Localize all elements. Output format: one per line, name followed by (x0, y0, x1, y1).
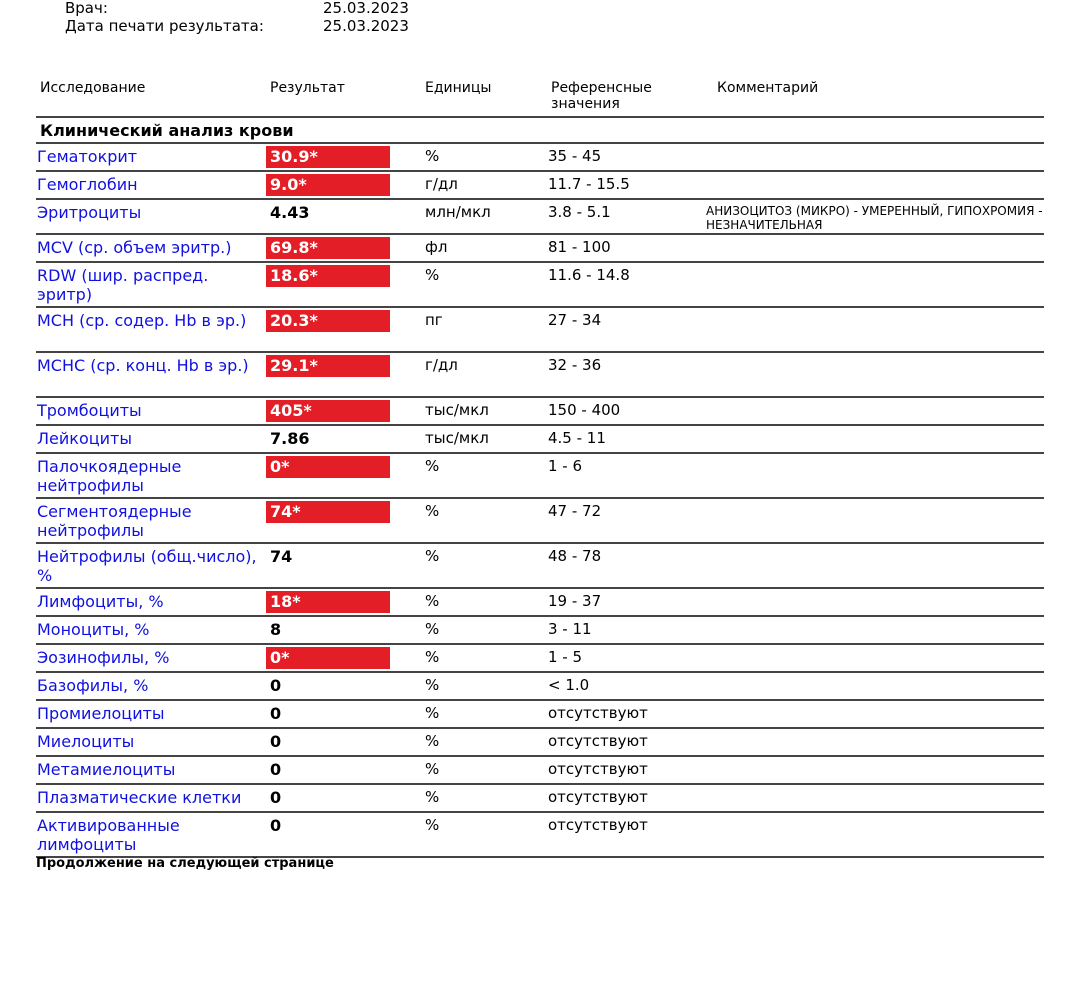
units-cell: % (425, 728, 548, 756)
test-name-link[interactable]: MCV (ср. объем эритр.) (36, 234, 266, 262)
result-cell (266, 171, 425, 199)
test-name-link[interactable]: Гематокрит (36, 143, 266, 171)
comment-cell (706, 812, 1044, 857)
reference-cell: 19 - 37 (548, 588, 706, 616)
test-name-link[interactable]: Лимфоциты, % (36, 588, 266, 616)
comment-cell (706, 672, 1044, 700)
test-name-link[interactable]: Миелоциты (36, 728, 266, 756)
comment-cell (706, 644, 1044, 672)
reference-cell: 48 - 78 (548, 543, 706, 588)
units-cell: % (425, 543, 548, 588)
reference-cell: 1 - 6 (548, 453, 706, 498)
doctor-line (65, 0, 409, 17)
header-comment: Комментарий (717, 80, 819, 96)
result-value: 0 (270, 788, 282, 807)
comment-cell (706, 171, 1044, 199)
units-cell: % (425, 262, 548, 307)
comment-cell (706, 784, 1044, 812)
units-cell: % (425, 498, 548, 543)
units-cell: фл (425, 234, 548, 262)
comment-cell (706, 498, 1044, 543)
reference-cell: 4.5 - 11 (548, 425, 706, 453)
units-cell: % (425, 616, 548, 644)
reference-cell: 27 - 34 (548, 307, 706, 352)
test-name-link[interactable]: Эритроциты (36, 199, 266, 234)
test-name-link[interactable]: Нейтрофилы (общ.число), % (36, 543, 266, 588)
header-ref-line1: Референсные (551, 80, 652, 96)
result-value: 8 (270, 620, 282, 639)
result-value: 0* (266, 647, 390, 669)
result-value: 18* (266, 591, 390, 613)
doctor-value: 25.03.2023 (323, 0, 409, 17)
units-cell: % (425, 812, 548, 857)
result-cell (266, 498, 425, 543)
test-name-link[interactable]: MCH (ср. содер. Hb в эр.) (36, 307, 266, 352)
doctor-label: Врач: (65, 0, 108, 17)
result-cell (266, 352, 425, 397)
result-cell (266, 234, 425, 262)
print-date-line (65, 17, 409, 35)
table-row (36, 397, 1044, 425)
reference-cell: 11.6 - 14.8 (548, 262, 706, 307)
reference-cell: 3.8 - 5.1 (548, 199, 706, 234)
result-value: 7.86 (270, 429, 310, 448)
result-cell (266, 588, 425, 616)
test-name-link[interactable]: Гемоглобин (36, 171, 266, 199)
test-name-link[interactable]: Сегментоядерные нейтрофилы (36, 498, 266, 543)
test-name-link[interactable]: Палочкоядерные нейтрофилы (36, 453, 266, 498)
table-row (36, 199, 1044, 234)
result-value: 0 (270, 676, 282, 695)
comment-cell: АНИЗОЦИТОЗ (МИКРО) - УМЕРЕННЫЙ, ГИПОХРОМИЯ - НЕЗНАЧИТЕЛЬНАЯ (706, 199, 1044, 234)
section-title: Клинический анализ крови (36, 117, 1044, 143)
comment-cell (706, 234, 1044, 262)
units-cell: % (425, 453, 548, 498)
table-row (36, 700, 1044, 728)
test-name-link[interactable]: Тромбоциты (36, 397, 266, 425)
header-test: Исследование (40, 80, 146, 96)
result-cell (266, 543, 425, 588)
units-cell: млн/мкл (425, 199, 548, 234)
reference-cell: отсутствуют (548, 784, 706, 812)
result-cell (266, 397, 425, 425)
result-value: 74 (270, 547, 293, 566)
table-row (36, 171, 1044, 199)
table-row (36, 453, 1044, 498)
table-row (36, 728, 1044, 756)
comment-cell (706, 616, 1044, 644)
header-ref-line2: значения (551, 96, 620, 112)
result-value: 0 (270, 760, 282, 779)
reference-cell: 3 - 11 (548, 616, 706, 644)
results-table (36, 116, 1044, 858)
comment-cell (706, 352, 1044, 397)
section-row (36, 117, 1044, 143)
result-value: 20.3* (266, 310, 390, 332)
test-name-link[interactable]: Промиелоциты (36, 700, 266, 728)
continued-note: Продолжение на следующей странице (36, 856, 334, 871)
table-row (36, 307, 1044, 352)
table-row (36, 616, 1044, 644)
test-name-link[interactable]: Базофилы, % (36, 672, 266, 700)
result-value: 0 (270, 732, 282, 751)
result-value: 74* (266, 501, 390, 523)
comment-cell (706, 425, 1044, 453)
table-row (36, 498, 1044, 543)
reference-cell: отсутствуют (548, 812, 706, 857)
header-ref (551, 80, 652, 112)
table-row (36, 234, 1044, 262)
table-row (36, 262, 1044, 307)
result-value: 0* (266, 456, 390, 478)
table-row (36, 812, 1044, 857)
units-cell: г/дл (425, 171, 548, 199)
result-cell (266, 616, 425, 644)
result-value: 405* (266, 400, 390, 422)
table-row (36, 784, 1044, 812)
test-name-link[interactable]: Активированные лимфоциты (36, 812, 266, 857)
result-cell (266, 307, 425, 352)
result-cell (266, 672, 425, 700)
result-value: 30.9* (266, 146, 390, 168)
units-cell: % (425, 784, 548, 812)
result-cell (266, 728, 425, 756)
units-cell: % (425, 756, 548, 784)
result-cell (266, 453, 425, 498)
result-value: 29.1* (266, 355, 390, 377)
comment-cell (706, 728, 1044, 756)
comment-cell (706, 143, 1044, 171)
test-name-link[interactable]: Эозинофилы, % (36, 644, 266, 672)
header-units: Единицы (425, 80, 492, 96)
result-cell (266, 784, 425, 812)
test-name-link[interactable]: Плазматические клетки (36, 784, 266, 812)
comment-cell (706, 700, 1044, 728)
print-date-value: 25.03.2023 (323, 17, 409, 35)
test-name-link[interactable]: Метамиелоциты (36, 756, 266, 784)
reference-cell: 150 - 400 (548, 397, 706, 425)
reference-cell: отсутствуют (548, 728, 706, 756)
reference-cell: 47 - 72 (548, 498, 706, 543)
comment-cell (706, 262, 1044, 307)
table-row (36, 672, 1044, 700)
result-cell (266, 262, 425, 307)
reference-cell: 81 - 100 (548, 234, 706, 262)
units-cell: г/дл (425, 352, 548, 397)
table-row (36, 756, 1044, 784)
result-value: 69.8* (266, 237, 390, 259)
result-value: 18.6* (266, 265, 390, 287)
comment-cell (706, 588, 1044, 616)
test-name-link[interactable]: RDW (шир. распред. эритр) (36, 262, 266, 307)
table-row (36, 352, 1044, 397)
result-value: 9.0* (266, 174, 390, 196)
header-result: Результат (270, 80, 345, 96)
print-date-label: Дата печати результата: (65, 17, 264, 35)
result-cell (266, 756, 425, 784)
reference-cell: 32 - 36 (548, 352, 706, 397)
table-row (36, 425, 1044, 453)
comment-cell (706, 756, 1044, 784)
comment-cell (706, 543, 1044, 588)
units-cell: % (425, 143, 548, 171)
table-row (36, 588, 1044, 616)
comment-cell (706, 397, 1044, 425)
reference-cell: 11.7 - 15.5 (548, 171, 706, 199)
table-row (36, 543, 1044, 588)
result-cell (266, 644, 425, 672)
test-name-link[interactable]: Моноциты, % (36, 616, 266, 644)
result-value: 0 (270, 816, 282, 835)
reference-cell: отсутствуют (548, 700, 706, 728)
comment-cell (706, 453, 1044, 498)
units-cell: % (425, 588, 548, 616)
units-cell: % (425, 644, 548, 672)
table-row (36, 143, 1044, 171)
result-cell (266, 812, 425, 857)
result-cell (266, 425, 425, 453)
units-cell: тыс/мкл (425, 425, 548, 453)
result-cell (266, 143, 425, 171)
comment-cell (706, 307, 1044, 352)
reference-cell: < 1.0 (548, 672, 706, 700)
reference-cell: 1 - 5 (548, 644, 706, 672)
test-name-link[interactable]: MCHC (ср. конц. Hb в эр.) (36, 352, 266, 397)
result-value: 4.43 (270, 203, 310, 222)
result-value: 0 (270, 704, 282, 723)
units-cell: тыс/мкл (425, 397, 548, 425)
table-row (36, 644, 1044, 672)
test-name-link[interactable]: Лейкоциты (36, 425, 266, 453)
units-cell: % (425, 700, 548, 728)
units-cell: % (425, 672, 548, 700)
reference-cell: отсутствуют (548, 756, 706, 784)
result-cell (266, 700, 425, 728)
result-cell (266, 199, 425, 234)
units-cell: пг (425, 307, 548, 352)
reference-cell: 35 - 45 (548, 143, 706, 171)
